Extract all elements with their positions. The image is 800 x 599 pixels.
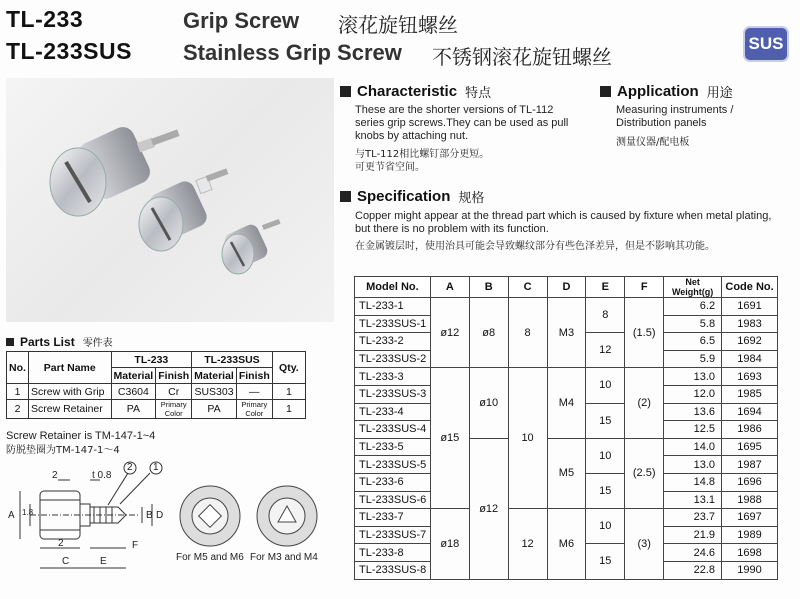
table-row [355,438,778,456]
code-cell: 1698 [722,544,778,562]
model-cell: TL-233-1 [355,298,431,316]
col-c: C [508,277,547,298]
code-cell: 1987 [722,456,778,474]
code-cell: 1985 [722,385,778,403]
section-square-icon [600,86,611,97]
weight-cell: 13.0 [664,368,722,386]
col-tl233sus: TL-233SUS [192,352,273,368]
spec-cell-d: M5 [547,438,586,508]
application-title: Application 用途 [600,82,733,101]
product-name-en-2: Stainless Grip Screw [183,40,402,65]
specification-cn: 在金属镀层时，使用治具可能会导致螺纹部分有些色泽差异，但是不影响其功能。 [355,241,715,252]
screw-medium [139,168,228,251]
table-row [355,509,778,527]
weight-cell: 6.2 [664,298,722,316]
col-qty: Qty. [272,352,305,384]
code-cell: 1694 [722,403,778,421]
front-view-m5-m6 [180,486,240,546]
technical-drawing: 2 t 0.8 2 1 A 1.8 B D 2 F C E For M5 and M6 For M3 and M4 [0,458,340,599]
model-cell: TL-233-4 [355,403,431,421]
spec-cell-e: 12 [586,333,625,368]
screw-small [222,219,280,274]
model-cell: TL-233-2 [355,333,431,351]
spec-table [354,276,778,580]
code-cell: 1695 [722,438,778,456]
col-material: Material [192,368,237,384]
weight-cell: 5.8 [664,315,722,333]
spec-cell-e: 15 [586,403,625,438]
model-cell: TL-233SUS-8 [355,561,431,579]
retainer-note-cn: 防脱垫圈为TM-147-1～4 [6,445,120,456]
code-cell: 1988 [722,491,778,509]
product-name-en-1: Grip Screw [183,8,300,33]
product-name-cn-1: 滚花旋钮螺丝 [338,13,458,37]
spec-cell-e: 15 [586,473,625,508]
code-cell: 1696 [722,473,778,491]
retainer-note-en: Screw Retainer is TM-147-1~4 [6,430,156,442]
col-tl233: TL-233 [111,352,192,368]
model-cell: TL-233-3 [355,368,431,386]
code-cell: 1697 [722,509,778,527]
spec-cell-b: ø10 [469,368,508,438]
spec-cell-d: M4 [547,368,586,438]
weight-cell: 14.8 [664,473,722,491]
col-e: E [586,277,625,298]
code-cell: 1983 [722,315,778,333]
spec-cell-b: ø8 [469,298,508,368]
characteristic-en: These are the shorter versions of TL-112 series grip screws.They can be used as pull knobs by attaching nut. [355,104,569,142]
code-cell: 1989 [722,526,778,544]
model-cell: TL-233-6 [355,473,431,491]
weight-cell: 21.9 [664,526,722,544]
side-view-drawing [0,458,340,599]
header [0,0,800,70]
model-cell: TL-233SUS-4 [355,421,431,439]
model-cell: TL-233SUS-6 [355,491,431,509]
model-cell: TL-233-8 [355,544,431,562]
spec-cell-e: 15 [586,544,625,579]
code-cell: 1986 [722,421,778,439]
table-row [355,298,778,316]
model-cell: TL-233-5 [355,438,431,456]
parts-list-title: Parts List 零件表 [6,334,113,349]
parts-table [6,351,306,419]
m3-m4-caption: For M3 and M4 [250,552,318,563]
col-code: Code No. [722,277,778,298]
table-row [355,368,778,386]
col-f: F [625,277,664,298]
spec-cell-e: 10 [586,509,625,544]
code-cell: 1984 [722,350,778,368]
product-code-1: TL-233 [6,6,84,32]
weight-cell: 13.0 [664,456,722,474]
spec-cell-d: M6 [547,509,586,579]
model-cell: TL-233SUS-2 [355,350,431,368]
spec-cell-a: ø12 [430,298,469,368]
col-weight: Net Weight(g) [664,277,722,298]
front-view-m3-m4 [257,486,317,546]
spec-cell-f: (1.5) [625,298,664,368]
table-row: 1 Screw with Grip C3604 Cr SUS303 — 1 [7,384,306,400]
spec-cell-f: (2.5) [625,438,664,508]
code-cell: 1990 [722,561,778,579]
table-row: 2 Screw Retainer PA Primary Color PA Primary Color 1 [7,400,306,419]
spec-cell-c: 12 [508,509,547,579]
weight-cell: 12.0 [664,385,722,403]
m5-m6-caption: For M5 and M6 [176,552,244,563]
application-en: Measuring instruments / Distribution panels [616,104,734,129]
col-part-name: Part Name [28,352,111,384]
weight-cell: 5.9 [664,350,722,368]
code-cell: 1692 [722,333,778,351]
col-b: B [469,277,508,298]
spec-cell-d: M3 [547,298,586,368]
section-square-icon [340,86,351,97]
spec-cell-e: 10 [586,438,625,473]
spec-cell-c: 8 [508,298,547,368]
product-code-2: TL-233SUS [6,38,132,64]
weight-cell: 12.5 [664,421,722,439]
col-finish: Finish [236,368,272,384]
weight-cell: 6.5 [664,333,722,351]
spec-cell-f: (2) [625,368,664,438]
characteristic-title: Characteristic 特点 [340,82,491,101]
specification-en: Copper might appear at the thread part which is caused by fixture when metal plating, but there is no problem with its function. [355,210,772,235]
code-cell: 1693 [722,368,778,386]
grip-screws-illustration [6,78,334,322]
weight-cell: 23.7 [664,509,722,527]
code-cell: 1691 [722,298,778,316]
spec-cell-a: ø18 [430,509,469,579]
characteristic-cn: 与TL-112相比螺钉部分更短。 可更节省空间。 [355,149,490,173]
model-cell: TL-233SUS-3 [355,385,431,403]
weight-cell: 14.0 [664,438,722,456]
weight-cell: 13.1 [664,491,722,509]
spec-cell-e: 10 [586,368,625,403]
specification-title: Specification 规格 [340,187,484,206]
col-material: Material [111,368,156,384]
spec-cell-b: ø12 [469,438,508,579]
model-cell: TL-233SUS-7 [355,526,431,544]
spec-cell-f: (3) [625,509,664,579]
col-no: No. [7,352,29,384]
model-cell: TL-233SUS-5 [355,456,431,474]
col-d: D [547,277,586,298]
col-a: A [430,277,469,298]
weight-cell: 13.6 [664,403,722,421]
model-cell: TL-233SUS-1 [355,315,431,333]
model-cell: TL-233-7 [355,509,431,527]
weight-cell: 22.8 [664,561,722,579]
spec-cell-a: ø15 [430,368,469,509]
product-name-cn-2: 不锈钢滚花旋钮螺丝 [432,45,612,69]
weight-cell: 24.6 [664,544,722,562]
sus-badge: SUS [743,26,789,62]
col-finish: Finish [156,368,192,384]
col-model: Model No. [355,277,431,298]
spec-cell-c: 10 [508,368,547,509]
application-cn: 测量仪器/配电板 [616,137,690,148]
spec-cell-e: 8 [586,298,625,333]
section-square-icon [340,191,351,202]
product-photo [6,78,334,322]
section-square-icon [6,338,14,346]
